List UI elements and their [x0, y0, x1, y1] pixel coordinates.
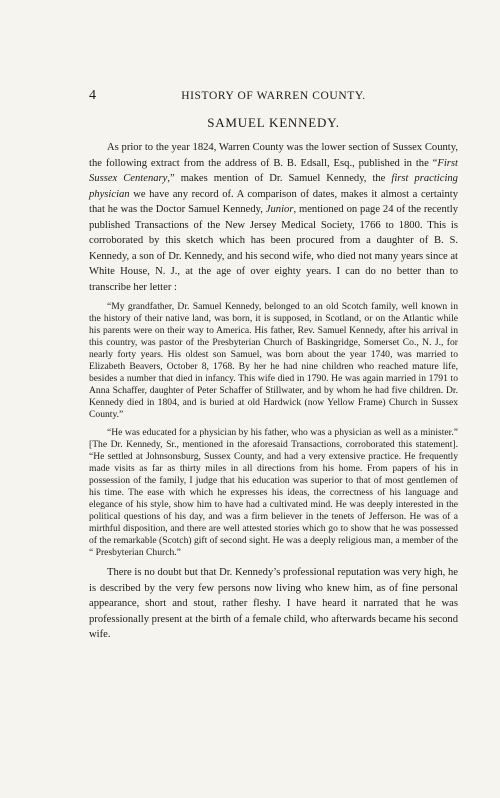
- intro-text-3: we have any record of. A comparison of dates, makes it almost a certainty that he was the Doctor Samuel Kennedy,: [89, 188, 458, 215]
- intro-text-4: , mentioned on page 24 of the recently published Transactions of the New Jersey Medical Society, 1766 to 1800. This is corroborated by this sketch which has been procured from a daughter of B. S. Kennedy, a son of Dr. Kennedy, and his second wife, who died not many years since at White House, N. J., at the age of over eighty years. I can do no better than to transcribe her letter :: [89, 204, 458, 293]
- quote-paragraph-2: “He was educated for a physician by his father, who was a physician as well as a minister.” [The Dr. Kennedy, Sr., mentioned in the aforesaid Transactions, corroborated this statement]. “He settled at Johnsonsburg, Sussex County, and had a very extensive practice. He frequently made visits as far as thirty miles in all directions from his home. From papers of his in possession of the family, I judge that his education was superior to that of most gentlemen of his time. The ease with which he expresses his ideas, the correctness of his language and elegance of his style, show him to have had a cultivated mind. He was deeply interested in the political questions of his day, and was a firm believer in the tenets of Jefferson. He was of a mirthful disposition, and there are well attested stories which go to show that he was possessed of the remarkable (Scotch) gift of second sight. He was a deeply religious man, a member of the “ Presbyterian Church.”: [89, 427, 458, 558]
- section-title: SAMUEL KENNEDY.: [207, 115, 340, 130]
- running-head: [89, 88, 458, 106]
- intro-text-1: As prior to the year 1824, Warren County was the lower section of Sussex County, the following extract from the address of B. B. Edsall, Esq., published in the “: [89, 142, 458, 169]
- intro-italic-2: first practicing physician: [89, 173, 458, 200]
- quote-paragraph-1: “My grandfather, Dr. Samuel Kennedy, belonged to an old Scotch family, well known in the history of their native land, was born, it is supposed, in Scotland, or on the Atlantic while his parents were on their way to America. His father, Rev. Samuel Kennedy, after his arrival in this country, was pastor of the Presbyterian Church of Baskingridge, Somerset Co., N. J., for nearly forty years. His oldest son Samuel, was born about the year 1740, was married to Elizabeth Beavers, October 8, 1768. By her he had nine children who reached mature life, besides a number that died in infancy. This wife died in 1790. He was again married in 1791 to Anna Schaffer, daughter of Peter Schaffer of Stillwater, and by whom he had five children. Dr. Kennedy died in 1804, and is buried at old Hardwick (now Yellow Frame) Church in Sussex County.”: [89, 301, 458, 420]
- intro-italic-1: First Sussex Centenary: [89, 157, 458, 184]
- intro-paragraph: [89, 140, 458, 295]
- closing-paragraph: There is no doubt but that Dr. Kennedy’s professional reputation was very high, he is described by the very few persons now living who knew him, as of fine personal appearance, short and stout, rather fleshy. I have heard it narrated that he was professionally present at the birth of a female child, who afterwards became his second wife.: [89, 567, 458, 640]
- intro-italic-3: Junior: [265, 204, 294, 215]
- intro-text-2: ,” makes mention of Dr. Samuel Kennedy, the: [167, 173, 392, 184]
- running-title: HISTORY OF WARREN COUNTY.: [181, 90, 366, 102]
- page-number: 4: [89, 88, 97, 103]
